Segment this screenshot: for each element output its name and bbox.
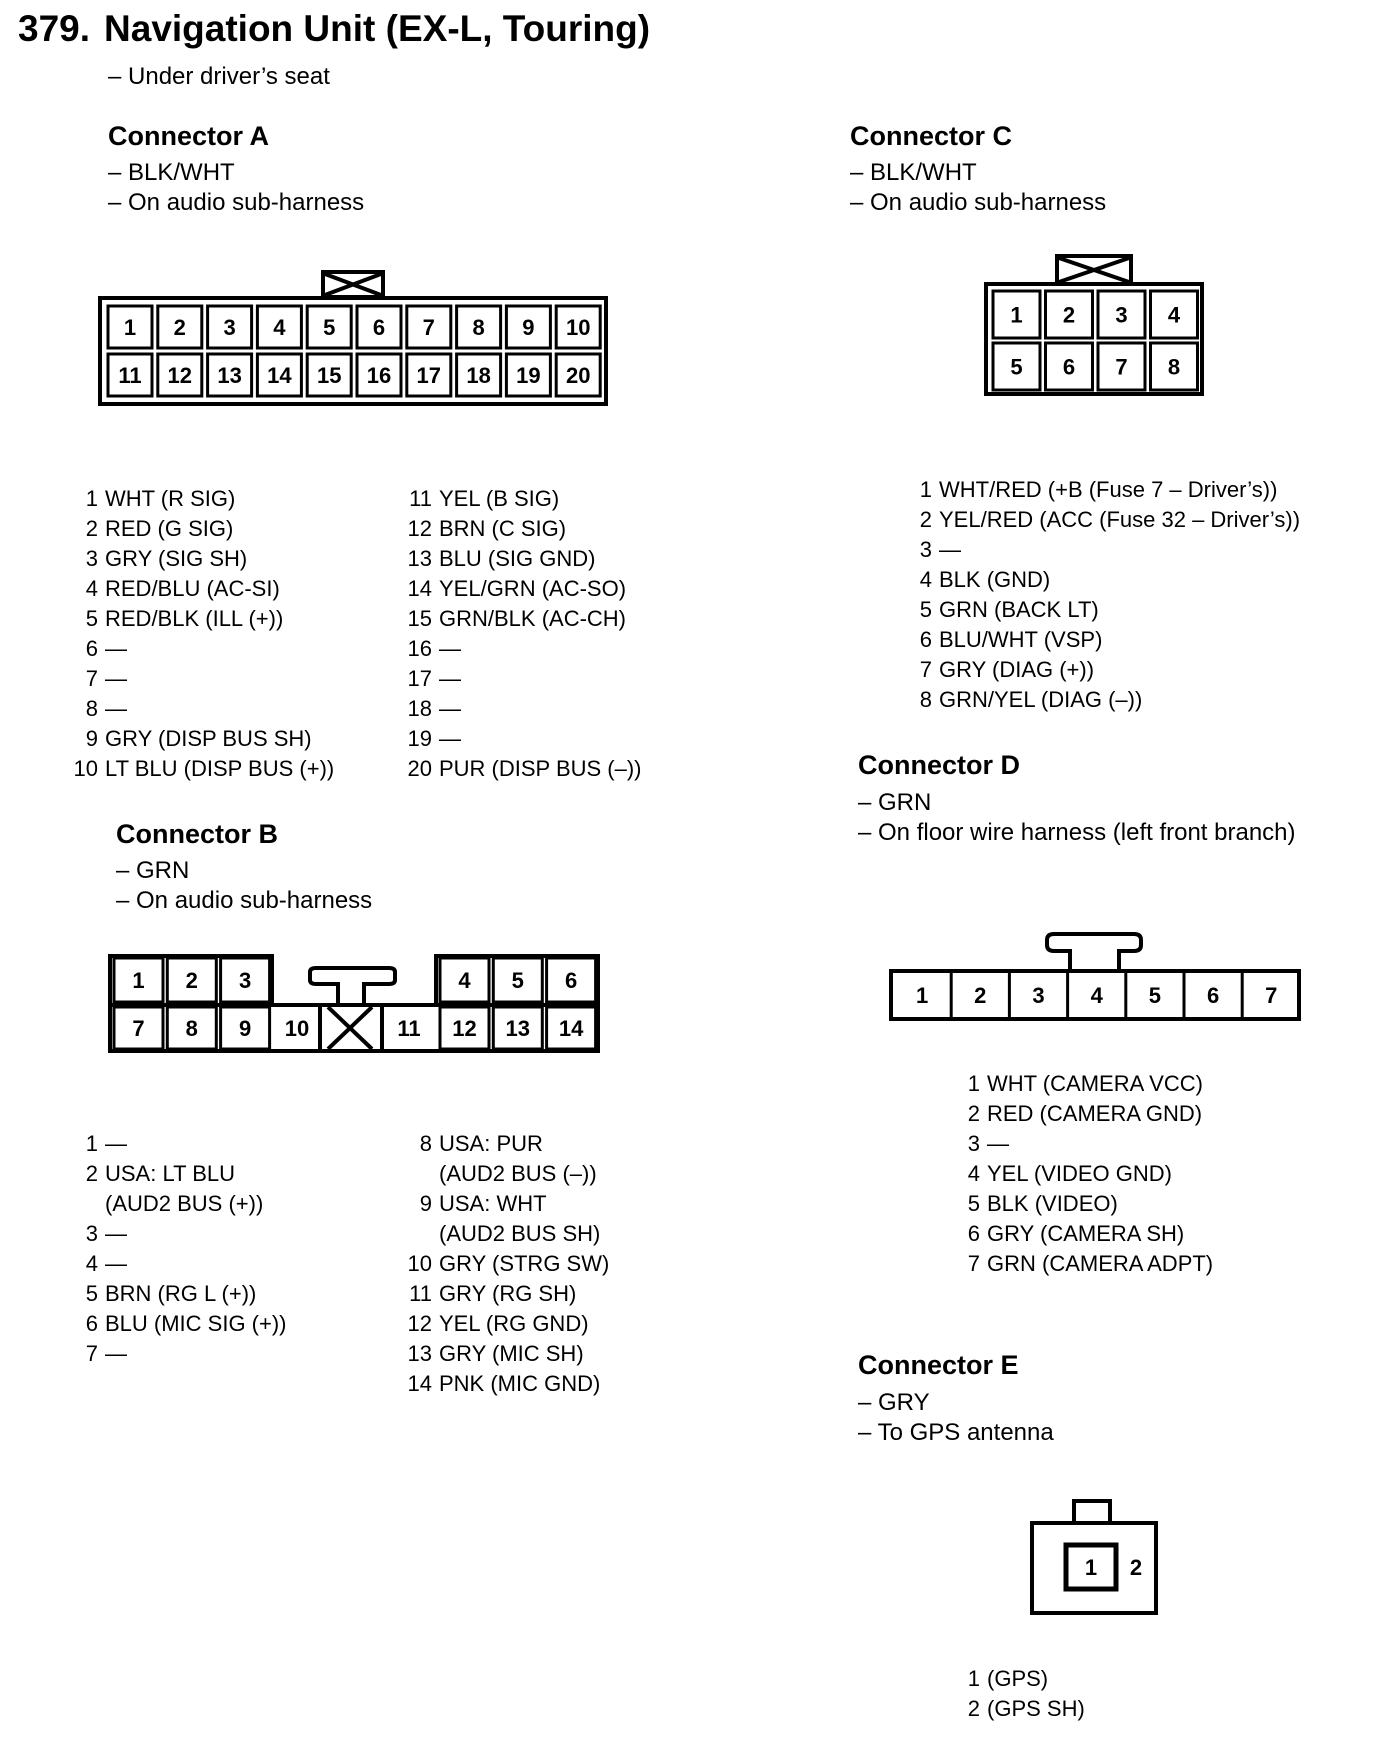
- pin-cell-label: 10: [565, 315, 591, 340]
- pin-row: [918, 595, 1300, 625]
- pin-row: [404, 1369, 609, 1399]
- pin-number: 2: [967, 1101, 980, 1126]
- connector-e-location: – To GPS antenna: [858, 1419, 1054, 1446]
- pin-wire: —: [939, 537, 961, 562]
- pin-number: 18: [407, 696, 432, 721]
- pin-cell-label: 6: [1062, 354, 1076, 380]
- pin-row: [966, 1694, 1085, 1724]
- pin-cell-label: 5: [1010, 354, 1023, 380]
- pin-row: [404, 694, 642, 724]
- pin-number: 3: [85, 1221, 98, 1246]
- pin-wire: GRN (BACK LT): [939, 597, 1099, 622]
- pin-row: [70, 694, 334, 724]
- pin-row: [966, 1189, 1213, 1219]
- pin-wire: (AUD2 BUS (+)): [105, 1191, 264, 1216]
- pin-wire: YEL (VIDEO GND): [987, 1161, 1172, 1186]
- pin-number: 5: [85, 1281, 98, 1306]
- pin-wire: —: [105, 666, 127, 691]
- pin-cell-label: 2: [1129, 1555, 1143, 1580]
- connector-c-diagram: [980, 250, 1210, 400]
- pin-wire: —: [987, 1131, 1009, 1156]
- pin-cell-label: 15: [316, 363, 342, 388]
- pin-wire: RED (CAMERA GND): [987, 1101, 1203, 1126]
- pin-row: [918, 475, 1300, 505]
- pin-row: [404, 1129, 609, 1159]
- pin-wire: —: [105, 1221, 127, 1246]
- pin-number: 5: [967, 1191, 980, 1216]
- pin-wire: (AUD2 BUS (–)): [439, 1161, 597, 1186]
- pin-number: 7: [967, 1251, 980, 1276]
- pin-number: 2: [85, 516, 98, 541]
- pin-wire: GRY (CAMERA SH): [987, 1221, 1185, 1246]
- pin-row: [70, 724, 334, 754]
- page-title-text: Navigation Unit (EX-L, Touring): [104, 8, 651, 49]
- connector-d-lock-tab: [1047, 934, 1141, 971]
- pin-row: [404, 1219, 609, 1249]
- pin-wire: BLU/WHT (VSP): [939, 627, 1103, 652]
- pin-wire: PUR (DISP BUS (–)): [439, 756, 642, 781]
- connector-d-pin-list: [966, 1069, 1213, 1279]
- pin-row: [918, 655, 1300, 685]
- pin-number: 5: [85, 606, 98, 631]
- pin-wire: GRN/YEL (DIAG (–)): [939, 687, 1143, 712]
- pin-row: [966, 1129, 1213, 1159]
- connector-c-location: – On audio sub-harness: [850, 189, 1107, 216]
- pin-wire: WHT (CAMERA VCC): [987, 1071, 1203, 1096]
- pin-wire: BLK (GND): [939, 567, 1051, 592]
- pin-row: [70, 1249, 287, 1279]
- pin-wire: LT BLU (DISP BUS (+)): [105, 756, 335, 781]
- pin-number: 5: [919, 597, 932, 622]
- connector-d-title: Connector D: [858, 750, 1020, 780]
- pin-cell-label: 4: [1167, 302, 1181, 328]
- connector-a-diagram: [96, 266, 616, 411]
- pin-wire: (AUD2 BUS SH): [439, 1221, 601, 1246]
- pin-row: [404, 1309, 609, 1339]
- pin-row: [70, 514, 334, 544]
- pin-number: 14: [407, 576, 432, 601]
- pin-cell-label: 4: [1090, 983, 1103, 1008]
- pin-wire: YEL (B SIG): [439, 486, 560, 511]
- pin-wire: —: [105, 1251, 127, 1276]
- pin-row: [918, 565, 1300, 595]
- pin-cell-label: 1: [1084, 1555, 1098, 1580]
- pin-number: 1: [85, 1131, 98, 1156]
- pin-row: [404, 484, 642, 514]
- pin-cell-label: 18: [466, 363, 491, 388]
- connector-a-color: – BLK/WHT: [108, 159, 235, 186]
- pin-wire: YEL/RED (ACC (Fuse 32 – Driver’s)): [939, 507, 1301, 532]
- pin-cell-label: 3: [1115, 302, 1128, 328]
- pin-number: 14: [407, 1371, 432, 1396]
- pin-number: 6: [967, 1221, 980, 1246]
- pin-wire: GRN/BLK (AC-CH): [439, 606, 627, 631]
- pin-wire: YEL/GRN (AC-SO): [439, 576, 627, 601]
- pin-number: 8: [919, 687, 932, 712]
- pin-wire: PNK (MIC GND): [439, 1371, 601, 1396]
- pin-number: 1: [919, 477, 932, 502]
- pin-cell-label: 8: [472, 315, 485, 340]
- pin-number: 4: [919, 567, 932, 592]
- pin-cell-label: 17: [416, 363, 442, 388]
- pin-row: [70, 1219, 287, 1249]
- connector-b-color: – GRN: [116, 857, 190, 884]
- pin-cell-label: 4: [458, 968, 471, 993]
- pin-row: [966, 1219, 1213, 1249]
- pin-wire: —: [105, 636, 127, 661]
- pin-cell-label: 16: [366, 363, 392, 388]
- pin-cell-label: 1: [132, 968, 145, 993]
- pin-wire: GRN (CAMERA ADPT): [987, 1251, 1214, 1276]
- pin-row: [966, 1099, 1213, 1129]
- pin-cell-label: 2: [185, 968, 198, 993]
- pin-wire: GRY (STRG SW): [439, 1251, 610, 1276]
- connector-a-location: – On audio sub-harness: [108, 189, 365, 216]
- connector-a-pin-list-left: [70, 484, 334, 784]
- pin-cell-label: 7: [132, 1016, 145, 1041]
- pin-cell-label: 11: [397, 1016, 421, 1041]
- pin-wire: BRN (C SIG): [439, 516, 567, 541]
- pin-cell-label: 14: [267, 363, 292, 388]
- pin-cell-label: 2: [1062, 302, 1076, 328]
- pin-number: 20: [407, 756, 432, 781]
- pin-wire: GRY (DIAG (+)): [939, 657, 1095, 682]
- pin-wire: WHT/RED (+B (Fuse 7 – Driver’s)): [939, 477, 1278, 502]
- pin-cell-label: 14: [558, 1016, 584, 1041]
- pin-row: [404, 1159, 609, 1189]
- pin-row: [918, 625, 1300, 655]
- pin-number: 13: [407, 1341, 432, 1366]
- pin-number: 19: [407, 726, 432, 751]
- pin-row: [966, 1159, 1213, 1189]
- pin-row: [966, 1249, 1213, 1279]
- pin-wire: GRY (DISP BUS SH): [105, 726, 312, 751]
- pin-number: 3: [919, 537, 932, 562]
- pin-wire: RED/BLU (AC-SI): [105, 576, 280, 601]
- pin-number: 3: [967, 1131, 980, 1156]
- pin-row: [404, 634, 642, 664]
- pin-cell-label: 3: [223, 315, 236, 340]
- pin-cell-label: 13: [217, 363, 242, 388]
- pin-wire: (GPS SH): [987, 1696, 1085, 1721]
- connector-e-diagram: [1026, 1496, 1166, 1621]
- pin-row: [918, 505, 1300, 535]
- pin-row: [404, 724, 642, 754]
- pin-row: [404, 1189, 609, 1219]
- pin-cell-label: 5: [511, 968, 524, 993]
- pin-row: [404, 604, 642, 634]
- pin-number: 11: [409, 486, 432, 511]
- pin-cell-label: 9: [238, 1016, 252, 1041]
- connector-a-pin-list-right: [404, 484, 642, 784]
- pin-row: [70, 544, 334, 574]
- pin-cell-label: 7: [1115, 354, 1128, 380]
- pin-cell-label: 5: [323, 315, 336, 340]
- pin-number: 11: [409, 1281, 432, 1306]
- pin-cell-label: 19: [516, 363, 541, 388]
- connector-b-location: – On audio sub-harness: [116, 887, 373, 914]
- pin-row: [404, 754, 642, 784]
- pin-row: [404, 544, 642, 574]
- pin-wire: USA: WHT: [439, 1191, 547, 1216]
- connector-d-location: – On floor wire harness (left front branch): [858, 819, 1296, 846]
- connector-b-pin-list-left: [70, 1129, 287, 1369]
- pin-wire: —: [439, 666, 461, 691]
- pin-cell-label: 4: [273, 315, 286, 340]
- connector-d-diagram: [886, 926, 1306, 1028]
- page-number: 379.: [18, 8, 91, 49]
- connector-a-title: Connector A: [108, 121, 269, 151]
- pin-number: 2: [919, 507, 932, 532]
- connector-e-color: – GRY: [858, 1389, 930, 1416]
- pin-wire: GRY (MIC SH): [439, 1341, 584, 1366]
- pin-wire: BRN (RG L (+)): [105, 1281, 257, 1306]
- pin-cell-label: 6: [564, 968, 578, 993]
- pin-number: 6: [85, 636, 98, 661]
- pin-number: 4: [85, 1251, 98, 1276]
- pin-number: 6: [85, 1311, 98, 1336]
- pin-wire: —: [105, 1131, 127, 1156]
- connector-b-lock-tab: [310, 968, 395, 1005]
- pin-number: 16: [407, 636, 432, 661]
- pin-cell-label: 3: [1032, 983, 1045, 1008]
- connector-c-pin-list: [918, 475, 1300, 715]
- pin-wire: —: [439, 636, 461, 661]
- pin-cell-label: 10: [284, 1016, 310, 1041]
- pin-row: [966, 1664, 1085, 1694]
- pin-wire: —: [105, 1341, 127, 1366]
- pin-wire: YEL (RG GND): [439, 1311, 589, 1336]
- pin-wire: GRY (RG SH): [439, 1281, 577, 1306]
- pin-number: 2: [967, 1696, 980, 1721]
- pin-wire: WHT (R SIG): [105, 486, 236, 511]
- connector-e-pin-list: [966, 1664, 1085, 1724]
- pin-cell-label: 3: [238, 968, 252, 993]
- pin-wire: —: [439, 726, 461, 751]
- pin-wire: —: [105, 696, 127, 721]
- pin-number: 6: [919, 627, 932, 652]
- pin-row: [70, 1309, 287, 1339]
- pin-cell-label: 8: [1167, 354, 1181, 380]
- pin-row: [70, 634, 334, 664]
- pin-number: 3: [85, 546, 98, 571]
- pin-number: 12: [407, 1311, 432, 1336]
- pin-cell-label: 6: [1206, 983, 1220, 1008]
- connector-d-color: – GRN: [858, 789, 932, 816]
- pin-row: [70, 1189, 287, 1219]
- pin-cell-label: 1: [123, 315, 137, 340]
- pin-wire: USA: PUR: [439, 1131, 543, 1156]
- pin-row: [404, 514, 642, 544]
- pin-cell-label: 7: [1265, 983, 1278, 1008]
- pin-number: 15: [407, 606, 432, 631]
- pin-cell-label: 9: [522, 315, 535, 340]
- connector-b-title: Connector B: [116, 819, 278, 849]
- pin-cell-label: 8: [185, 1016, 198, 1041]
- pin-row: [70, 574, 334, 604]
- pin-row: [70, 1159, 287, 1189]
- pin-number: 10: [407, 1251, 432, 1276]
- pin-row: [70, 754, 334, 784]
- pin-cell-label: 2: [173, 315, 186, 340]
- pin-cell-label: 6: [372, 315, 386, 340]
- pin-cell-label: 1: [1010, 302, 1023, 328]
- pin-wire: —: [439, 696, 461, 721]
- pin-row: [918, 535, 1300, 565]
- pin-number: 9: [85, 726, 98, 751]
- pin-row: [918, 685, 1300, 715]
- pin-number: 4: [967, 1161, 980, 1186]
- pin-row: [70, 1129, 287, 1159]
- pin-cell-label: 5: [1148, 983, 1162, 1008]
- unit-location: – Under driver’s seat: [108, 63, 330, 90]
- connector-c-title: Connector C: [850, 121, 1012, 151]
- pin-cell-label: 13: [505, 1016, 531, 1041]
- pin-number: 7: [85, 666, 98, 691]
- pin-row: [70, 604, 334, 634]
- pin-wire: (GPS): [987, 1666, 1049, 1691]
- pin-number: 7: [919, 657, 932, 682]
- pin-row: [70, 484, 334, 514]
- pin-number: 12: [407, 516, 432, 541]
- pin-row: [966, 1069, 1213, 1099]
- pin-number: 1: [967, 1071, 980, 1096]
- pin-cell-label: 2: [974, 983, 987, 1008]
- pin-number: 9: [419, 1191, 432, 1216]
- pin-number: 1: [85, 486, 98, 511]
- pin-number: 8: [419, 1131, 432, 1156]
- pin-wire: USA: LT BLU: [105, 1161, 236, 1186]
- page-title: [18, 8, 650, 50]
- pin-cell-label: 7: [422, 315, 435, 340]
- pin-number: 13: [407, 546, 432, 571]
- pin-number: 4: [85, 576, 98, 601]
- pin-cell-label: 11: [118, 363, 142, 388]
- pin-row: [404, 1339, 609, 1369]
- connector-b-pin-list-right: [404, 1129, 609, 1399]
- pin-row: [404, 1279, 609, 1309]
- pin-row: [70, 664, 334, 694]
- pin-cell-label: 1: [915, 983, 929, 1008]
- pin-wire: RED/BLK (ILL (+)): [105, 606, 284, 631]
- pin-cell-label: 20: [565, 363, 591, 388]
- pin-row: [404, 1249, 609, 1279]
- connector-c-color: – BLK/WHT: [850, 159, 977, 186]
- connector-b-diagram: [106, 950, 606, 1060]
- pin-cell-label: 12: [167, 363, 193, 388]
- pin-number: 10: [73, 756, 98, 781]
- connector-e-lock-tab: [1074, 1501, 1110, 1523]
- pin-wire: RED (G SIG): [105, 516, 234, 541]
- pin-row: [404, 574, 642, 604]
- pin-row: [70, 1339, 287, 1369]
- pin-wire: GRY (SIG SH): [105, 546, 248, 571]
- pin-number: 17: [407, 666, 432, 691]
- pin-wire: BLU (SIG GND): [439, 546, 596, 571]
- pin-row: [70, 1279, 287, 1309]
- pin-number: 1: [967, 1666, 980, 1691]
- pin-number: 7: [85, 1341, 98, 1366]
- pin-wire: BLU (MIC SIG (+)): [105, 1311, 287, 1336]
- pin-row: [404, 664, 642, 694]
- pin-number: 2: [85, 1161, 98, 1186]
- pin-wire: BLK (VIDEO): [987, 1191, 1118, 1216]
- connector-e-title: Connector E: [858, 1350, 1019, 1380]
- pin-cell-label: 12: [452, 1016, 477, 1041]
- pin-number: 8: [85, 696, 98, 721]
